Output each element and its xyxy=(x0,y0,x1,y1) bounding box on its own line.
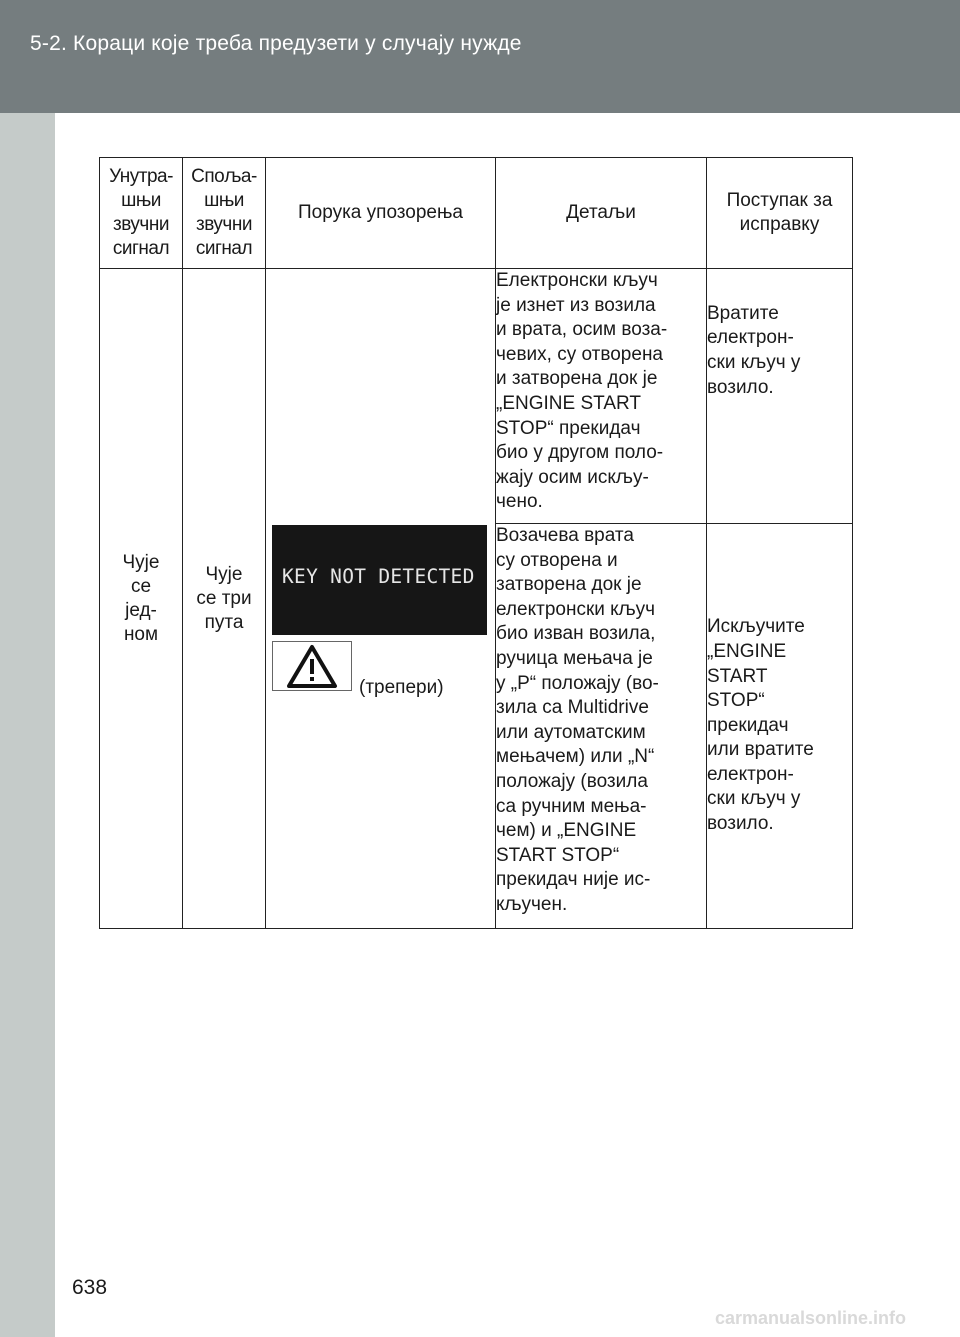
action-line: „ENGINE xyxy=(707,640,787,662)
display-screen xyxy=(272,525,487,635)
outside-buzzer-cell xyxy=(183,269,266,929)
detail-line: „ENGINE START xyxy=(496,392,641,414)
detail-line: електронски кључ xyxy=(496,598,656,620)
detail-line: био у другом поло- xyxy=(496,442,664,464)
action-line: Искључите xyxy=(707,616,805,638)
header-warning-message: Порука упозорења xyxy=(266,158,496,269)
action-line: Вратите xyxy=(707,302,779,324)
header-inside-buzzer xyxy=(100,158,183,269)
header-line: звучни xyxy=(196,214,252,235)
detail-line: био изван возила, xyxy=(496,623,656,645)
header-line: сигнал xyxy=(195,238,253,259)
header-line: шњи xyxy=(204,190,244,211)
detail-line: у „P“ положају (во- xyxy=(496,672,659,694)
action-cell-1 xyxy=(707,269,853,524)
detail-line: чевих, су отворена xyxy=(496,343,664,365)
side-strip xyxy=(0,113,55,1337)
header-line: Унутра- xyxy=(109,166,173,187)
action-line: возило. xyxy=(707,376,774,398)
action-line: или вратите xyxy=(707,739,814,761)
warning-table xyxy=(99,157,853,929)
detail-line: ручица мењача је xyxy=(496,647,653,669)
cell-line: ном xyxy=(123,623,159,645)
detail-line: и врата, осим воза- xyxy=(496,319,668,341)
header-line: исправку xyxy=(739,214,820,235)
warning-message-cell xyxy=(266,269,496,929)
cell-line: Чује xyxy=(205,563,243,585)
detail-line: са ручним мења- xyxy=(496,795,647,817)
detail-line: су отворена и xyxy=(496,549,618,571)
detail-line: START STOP“ xyxy=(496,844,620,866)
header-correction xyxy=(707,158,853,269)
detail-line: чем) и „ENGINE xyxy=(496,820,637,842)
page-number: 638 xyxy=(72,1276,108,1299)
table-row xyxy=(100,269,853,524)
blink-label: (трепери) xyxy=(359,677,444,698)
cell-line: Чује xyxy=(122,551,160,573)
action-line: електрон- xyxy=(707,327,794,349)
inside-buzzer-cell xyxy=(100,269,183,929)
header-line: сигнал xyxy=(112,238,170,259)
detail-line: и затворена док је xyxy=(496,368,658,390)
detail-line: је изнет из возила xyxy=(496,294,656,316)
header-line: шњи xyxy=(121,190,161,211)
action-line: електрон- xyxy=(707,763,794,785)
header-line: Споља- xyxy=(191,166,257,187)
action-line: ски кључ у xyxy=(707,788,801,810)
action-line: STOP“ xyxy=(707,690,765,712)
detail-line: или аутоматским xyxy=(496,721,646,743)
chapter-header xyxy=(0,0,960,113)
detail-line: кључен. xyxy=(496,893,568,915)
cell-line: јед- xyxy=(125,599,157,621)
watermark: carmanualsonline.info xyxy=(715,1308,907,1328)
detail-line: прекидач није ис- xyxy=(496,869,651,891)
cell-line: се три xyxy=(196,587,252,609)
header-line: Поступак за xyxy=(726,190,833,211)
cell-line: се xyxy=(130,575,152,597)
detail-line: Електронски кључ xyxy=(496,270,658,291)
detail-line: положају (возила xyxy=(496,770,648,792)
header-line: звучни xyxy=(113,214,169,235)
action-line: ски кључ у xyxy=(707,352,801,373)
detail-line: зила са Multidrive xyxy=(496,697,649,719)
detail-cell-1 xyxy=(496,269,707,524)
header-outside-buzzer xyxy=(183,158,266,269)
chapter-title: 5-2. Кораци које треба предузети у случају нужде xyxy=(30,32,522,55)
action-line: возило. xyxy=(707,813,774,835)
detail-line: мењачем) или „N“ xyxy=(496,746,655,768)
detail-line: затворена док је xyxy=(496,574,642,596)
detail-line: чено. xyxy=(496,491,543,513)
cell-line: пута xyxy=(204,611,244,633)
display-message: KEY NOT DETECTED xyxy=(282,565,475,588)
detail-cell-2 xyxy=(496,524,707,929)
detail-line: STOP“ прекидач xyxy=(496,417,641,439)
action-line: START xyxy=(707,665,768,687)
action-cell-2 xyxy=(707,524,853,929)
detail-line: Возачева врата xyxy=(496,525,634,546)
detail-line: жају осим искљу- xyxy=(496,466,649,488)
action-line: прекидач xyxy=(707,714,789,736)
table-header-row xyxy=(100,158,853,269)
header-details: Детаљи xyxy=(496,158,707,269)
warning-triangle-icon xyxy=(272,641,352,691)
